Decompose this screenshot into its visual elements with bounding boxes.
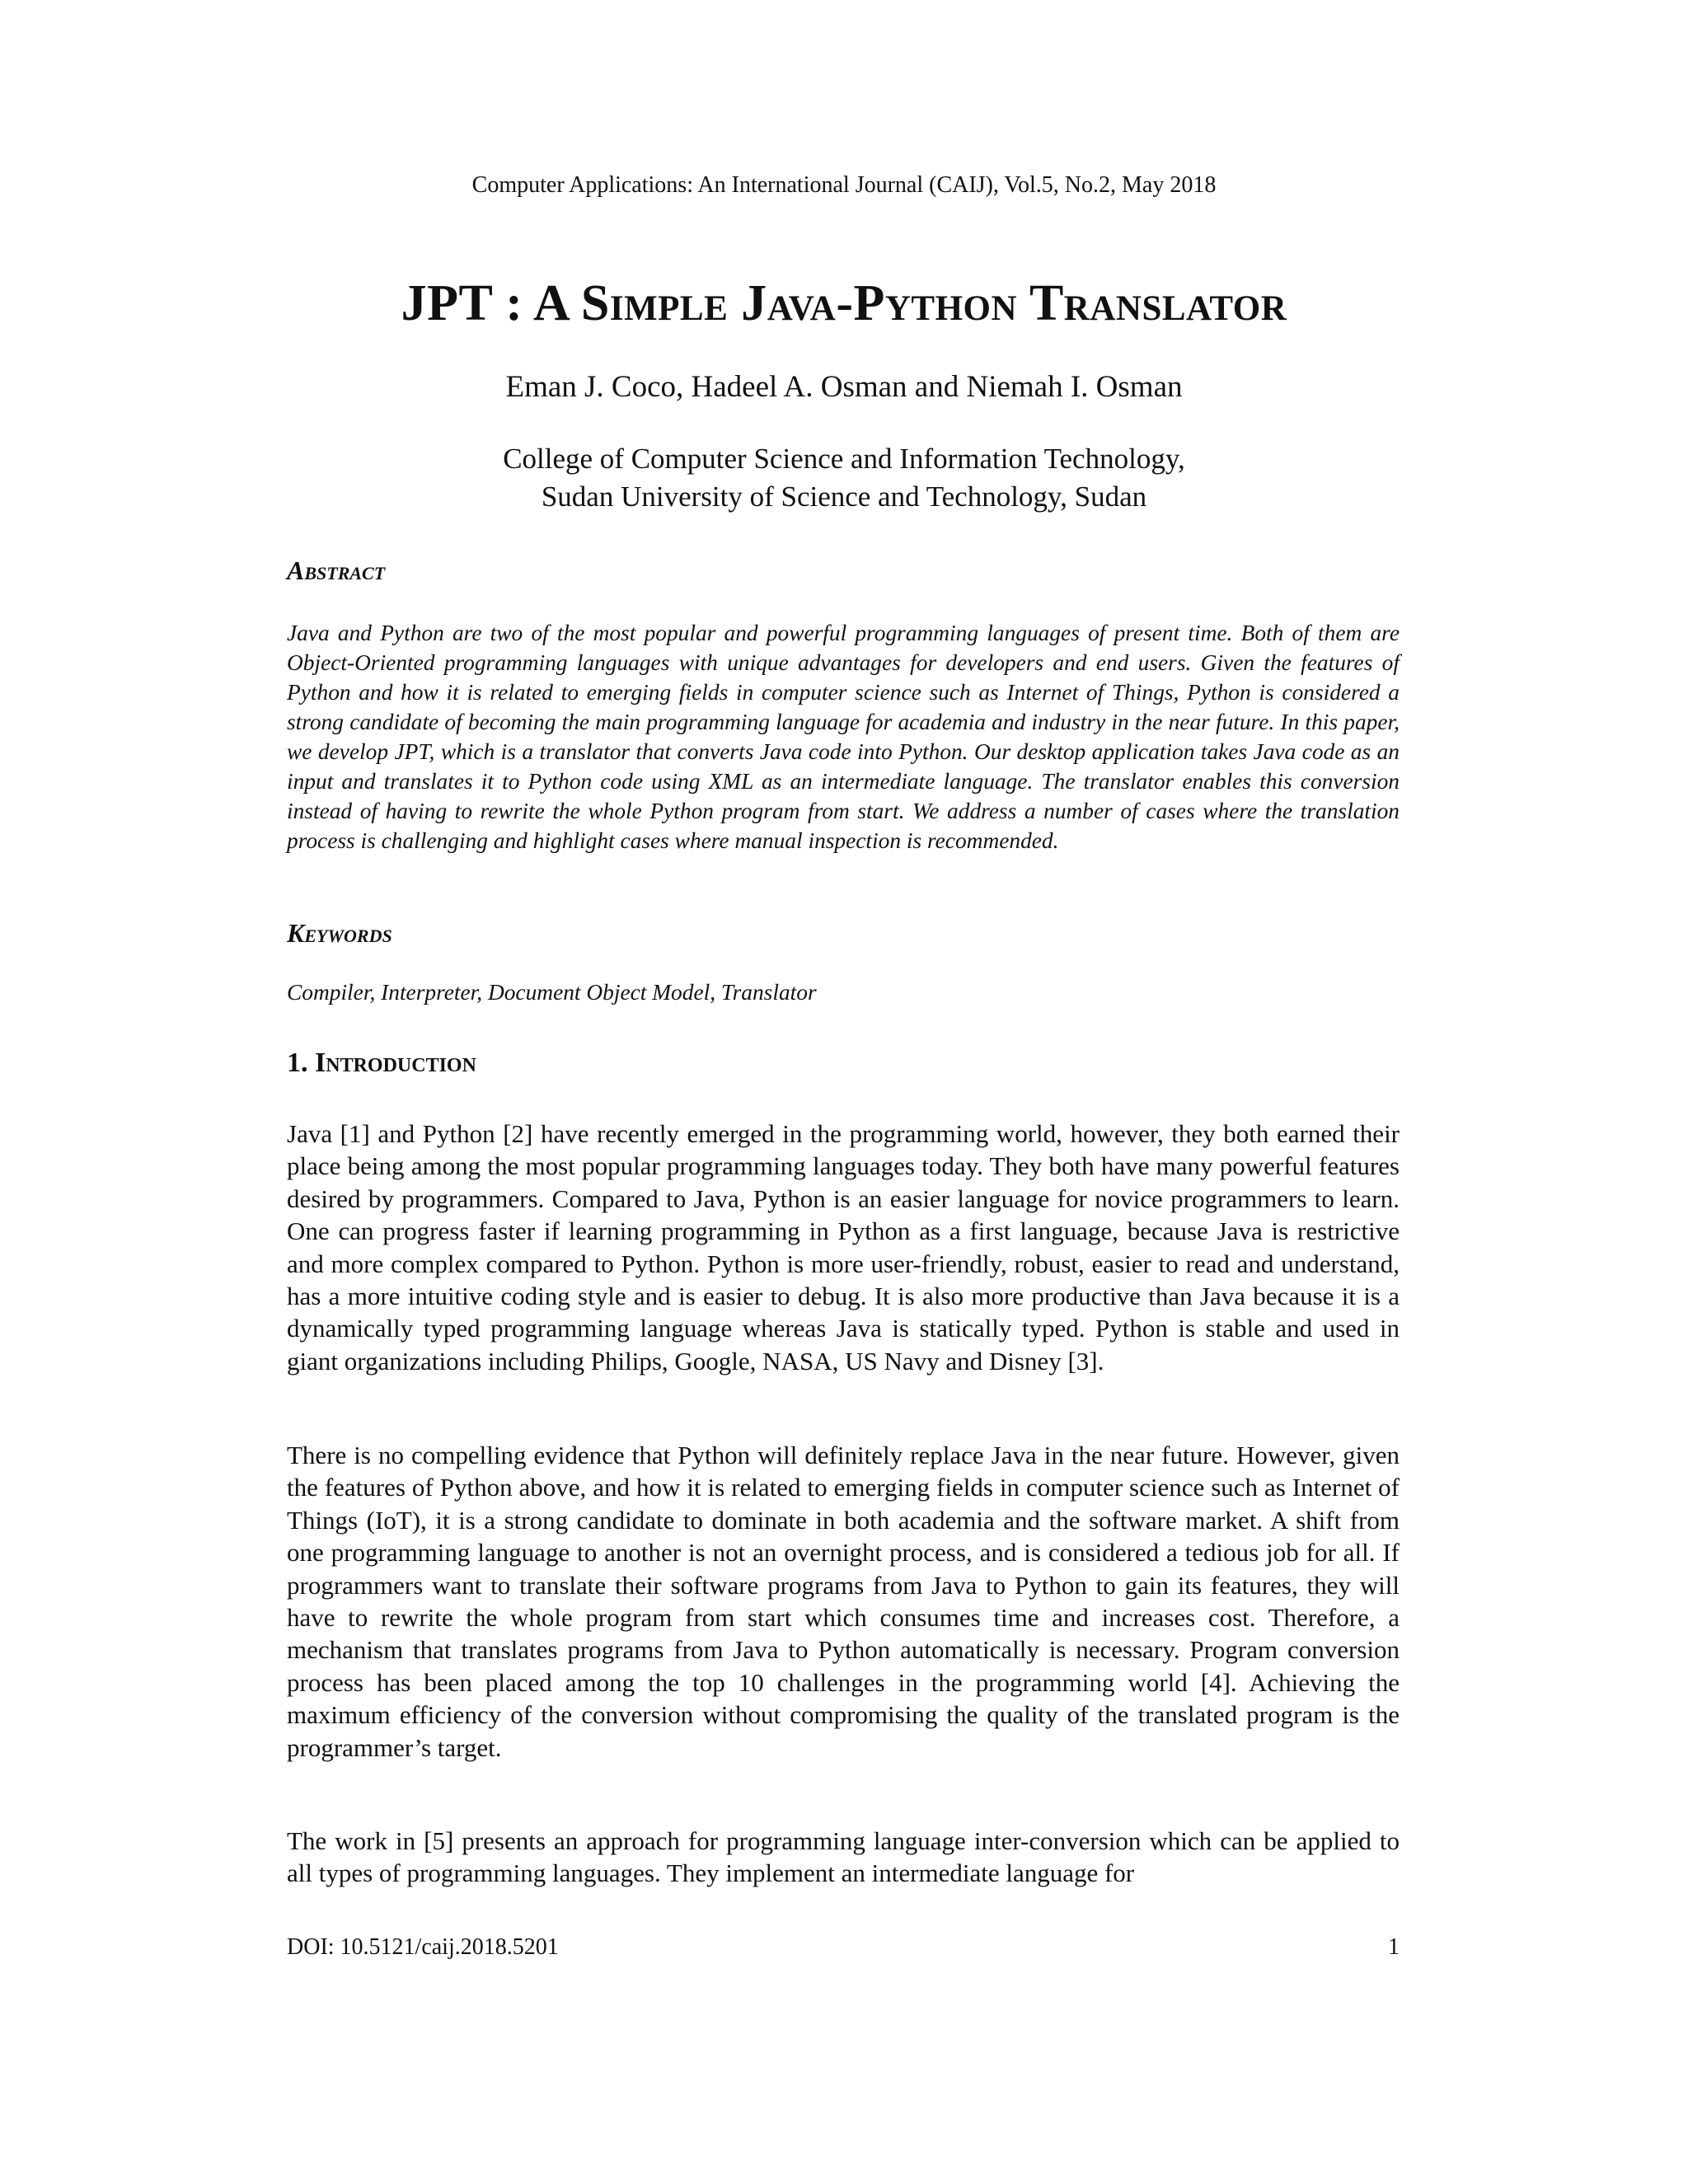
- section-heading-introduction: 1. Introduction: [287, 1047, 476, 1078]
- running-header: Computer Applications: An International Journal (CAIJ), Vol.5, No.2, May 2018: [471, 172, 1217, 198]
- body-paragraph: Java [1] and Python [2] have recently emerged in the programming world, however, they both earned their place being among the most popular programming languages today. They both have many powerful features desired by programmers. Compared to Java, Python is an easier language for novice programmers to learn. One can progress faster if learning programming in Python as a first language, because Java is restrictive and more complex compared to Python. Python is more user-friendly, robust, easier to read and understand, has a more intuitive coding style and is easier to debug. It is also more productive than Java because it is a dynamically typed programming language whereas Java is statically typed. Python is stable and used in giant organizations including Philips, Google, NASA, US Navy and Disney [3].: [287, 1119, 1400, 1376]
- keywords-list: Compiler, Interpreter, Document Object Model, Translator: [287, 980, 817, 1005]
- affiliation-line-1: College of Computer Science and Information Technology,: [503, 443, 1185, 475]
- paper-title: JPT : A Simple Java-Python Translator: [401, 275, 1287, 331]
- doi-link: DOI: 10.5121/caij.2018.5201: [287, 1934, 559, 1960]
- body-paragraph: There is no compelling evidence that Python will definitely replace Java in the near future. However, given the features of Python above, and how it is related to emerging fields in computer science such as Internet of Things (IoT), it is a strong candidate to dominate in both academia and the software market. A shift from one programming language to another is not an overnight process, and is considered a tedious job for all. If programmers want to translate their software programs from Java to Python to gain its features, they will have to rewrite the whole program from start which consumes time and increases cost. Therefore, a mechanism that translates programs from Java to Python automatically is necessary. Program conversion process has been placed among the top 10 challenges in the programming world [4]. Achieving the maximum efficiency of the conversion without compromising the quality of the translated program is the programmer’s target.: [287, 1441, 1400, 1762]
- abstract-heading: Abstract: [287, 555, 386, 585]
- body-paragraph: The work in [5] presents an approach for programming language inter-conversion which can be applied to all types of programming languages. They implement an intermediate language for: [287, 1826, 1400, 1888]
- keywords-heading: Keywords: [287, 918, 392, 948]
- affiliation: [0, 440, 1688, 516]
- abstract-body: Java and Python are two of the most popular and powerful programming languages of present time. Both of them are Object-Oriented programming languages with unique advantages for developers and end users. Given the features of Python and how it is related to emerging fields in computer science such as Internet of Things, Python is considered a strong candidate of becoming the main programming language for academia and industry in the near future. In this paper, we develop JPT, which is a translator that converts Java code into Python. Our desktop application takes Java code as an input and translates it to Python code using XML as an intermediate language. The translator enables this conversion instead of having to rewrite the whole Python program from start. We address a number of cases where the translation process is challenging and highlight cases where manual inspection is recommended.: [287, 621, 1400, 853]
- page-number: 1: [1388, 1934, 1400, 1960]
- affiliation-line-2: Sudan University of Science and Technology, Sudan: [541, 480, 1147, 513]
- author-list: Eman J. Coco, Hadeel A. Osman and Niemah I. Osman: [505, 370, 1183, 404]
- page-footer: [287, 1933, 1400, 1961]
